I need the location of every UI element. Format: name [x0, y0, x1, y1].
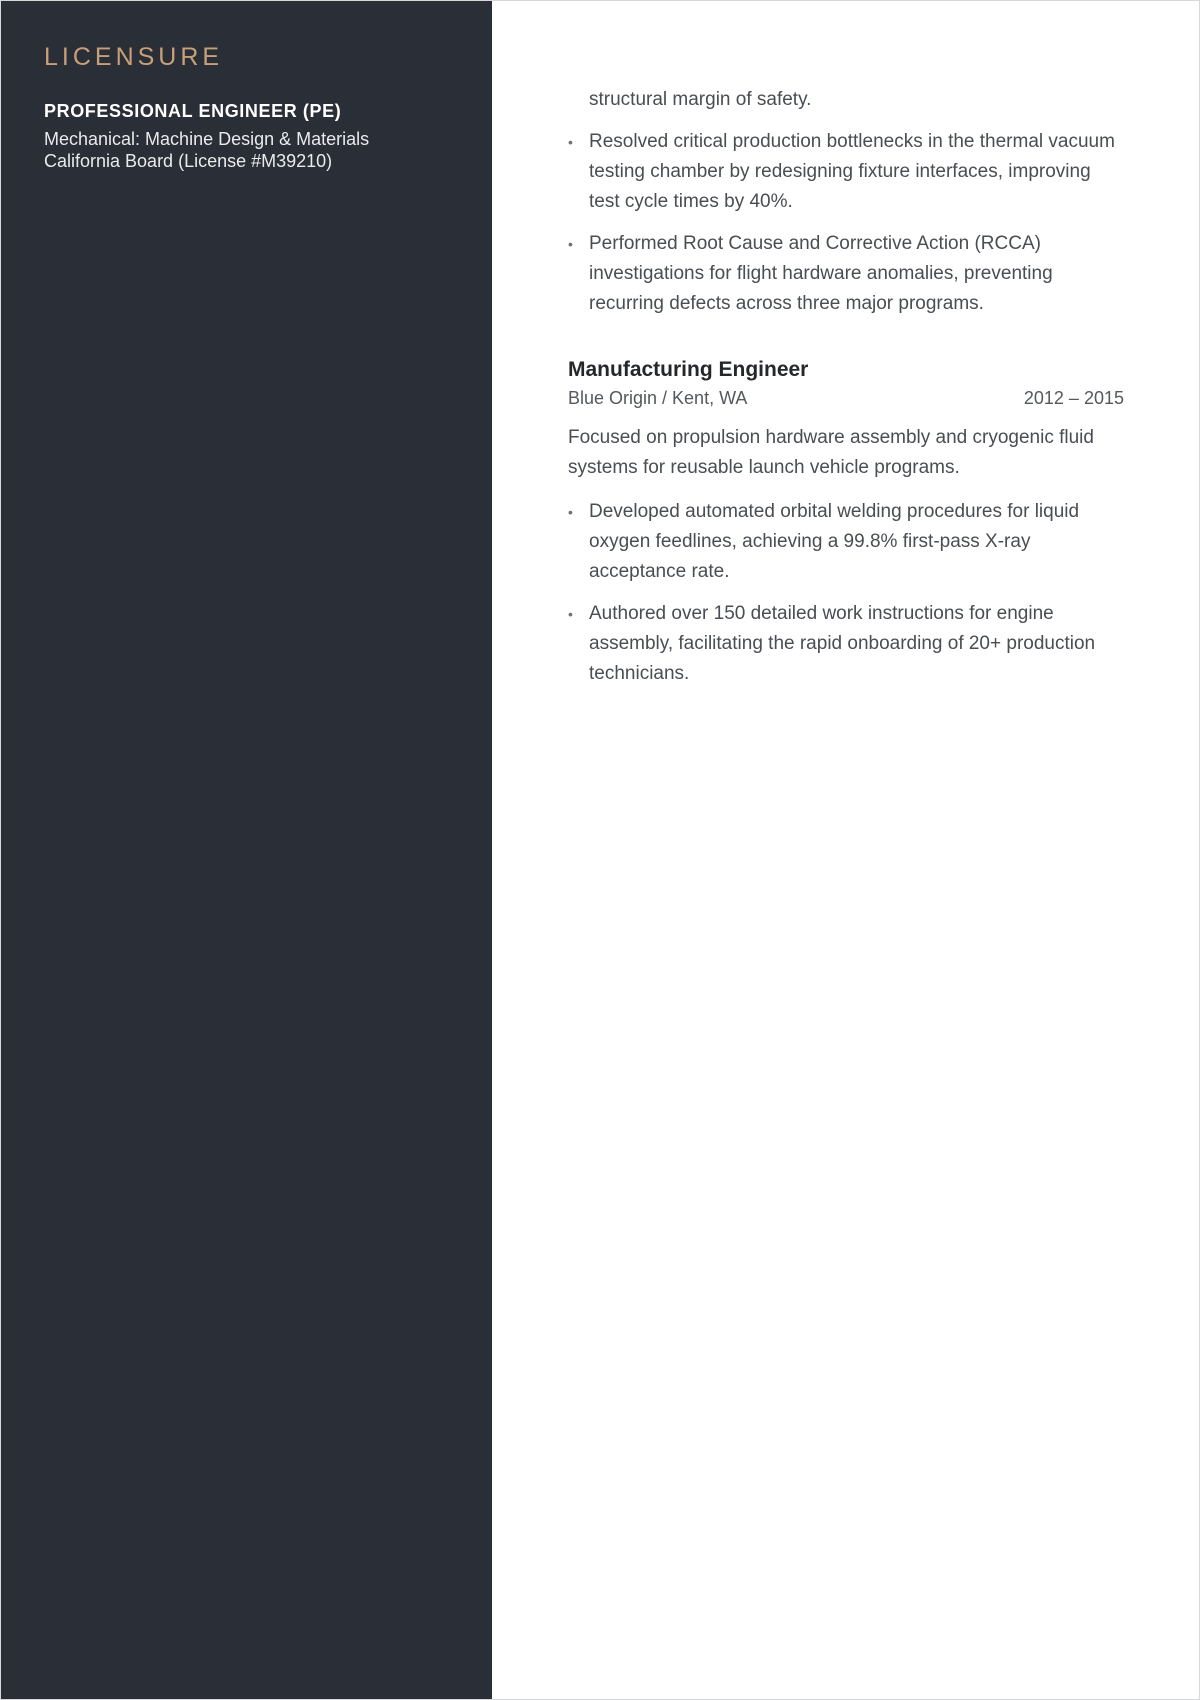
bullet-text: Developed automated orbital welding procedures for liquid oxygen feedlines, achieving a 99.8% first-pass X-ray acceptance rate. [589, 501, 1080, 582]
bullet-icon: • [568, 236, 573, 252]
job-entry [568, 355, 1124, 689]
bullet-text: Performed Root Cause and Corrective Action (RCCA) investigations for flight hardware anomalies, preventing recurring defects across three major programs. [589, 233, 1053, 314]
sidebar [1, 1, 492, 1699]
list-item [568, 127, 1124, 217]
job-bullets [568, 497, 1124, 689]
job-title: Manufacturing Engineer [568, 358, 809, 381]
license-discipline: Mechanical: Machine Design & Materials [44, 129, 370, 149]
bullet-icon: • [568, 606, 573, 622]
list-item [568, 599, 1124, 689]
previous-job-bullets [568, 127, 1124, 319]
bullet-icon: • [568, 504, 573, 520]
licensure-heading: LICENSURE [44, 43, 224, 71]
bullet-icon: • [568, 134, 573, 150]
license-board: California Board (License #M39210) [44, 151, 333, 171]
job-summary: Focused on propulsion hardware assembly and cryogenic fluid systems for reusable launch vehicle programs. [568, 427, 1094, 478]
bullet-text: Resolved critical production bottlenecks in the thermal vacuum testing chamber by redesigning fixture interfaces, improving test cycle times by 40%. [589, 131, 1115, 212]
list-item [568, 497, 1124, 587]
list-item [568, 229, 1124, 319]
bullet-text: Authored over 150 detailed work instructions for engine assembly, facilitating the rapid onboarding of 20+ production technicians. [589, 603, 1096, 684]
license-title: PROFESSIONAL ENGINEER (PE) [44, 101, 342, 121]
continued-bullet-text: structural margin of safety. [589, 89, 812, 110]
job-dates: 2012 – 2015 [1023, 388, 1124, 408]
job-company: Blue Origin / Kent, WA [568, 388, 748, 408]
job-meta [568, 385, 1124, 411]
